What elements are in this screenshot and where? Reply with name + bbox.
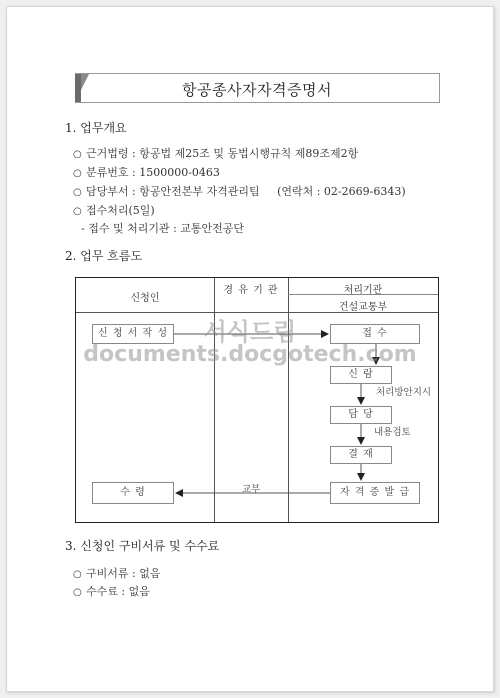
bullet-icon: ○ bbox=[73, 206, 82, 217]
bullet-icon: ○ bbox=[73, 587, 82, 598]
item-text: 분류번호 : 1500000-0463 bbox=[86, 166, 220, 179]
header-via: 경 유 기 관 bbox=[223, 285, 279, 296]
document-title: 항공종사자자격증명서 bbox=[182, 81, 332, 99]
watermark-url: documents.docgotech.com bbox=[83, 342, 417, 367]
title-bar bbox=[75, 73, 440, 103]
section-2-heading: 2. 업무 흐름도 bbox=[65, 249, 143, 263]
step-officer-box: 담 당 bbox=[330, 406, 392, 424]
item-text: 구비서류 : 없음 bbox=[86, 567, 161, 580]
item-text: 접수처리(5일) bbox=[86, 204, 155, 217]
section-1-heading: 1. 업무개요 bbox=[65, 121, 127, 135]
header-processor-sub: 건설교통부 bbox=[338, 302, 388, 313]
list-item bbox=[73, 583, 150, 599]
item-text: 담당부서 : 항공안전본부 자격관리팀 (연락처 : 02-2669-6343) bbox=[86, 185, 406, 198]
bullet-icon: ○ bbox=[73, 569, 82, 580]
list-item bbox=[73, 145, 358, 161]
list-item bbox=[73, 164, 220, 180]
document-page bbox=[6, 6, 494, 692]
step-issue-box: 자 격 증 발 급 bbox=[330, 482, 420, 504]
bullet-icon: ○ bbox=[73, 168, 82, 179]
list-item bbox=[73, 202, 155, 218]
step-review-box: 신 람 bbox=[330, 366, 392, 384]
item-text: 수수료 : 없음 bbox=[86, 585, 150, 598]
bullet-icon: ○ bbox=[73, 149, 82, 160]
flow-arrows bbox=[76, 278, 438, 522]
step-apply-box: 신 청 서 작 성 bbox=[92, 324, 174, 344]
sub-item: - 접수 및 처리기관 : 교통안전공단 bbox=[81, 222, 245, 235]
header-applicant: 신청인 bbox=[130, 293, 160, 304]
note-review: 처리방안지시 bbox=[376, 387, 432, 398]
list-item bbox=[73, 565, 160, 581]
list-item bbox=[73, 183, 406, 199]
label-deliver: 교부 bbox=[242, 484, 261, 495]
step-receive-box: 접 수 bbox=[330, 324, 420, 344]
note-officer: 내용검토 bbox=[374, 427, 411, 438]
bullet-icon: ○ bbox=[73, 187, 82, 198]
step-approve-box: 결 재 bbox=[330, 446, 392, 464]
flow-diagram bbox=[75, 277, 439, 523]
section-3-heading: 3. 신청인 구비서류 및 수수료 bbox=[65, 539, 220, 553]
header-processor: 처리기관 bbox=[343, 285, 383, 296]
step-receipt-box: 수 령 bbox=[92, 482, 174, 504]
item-text: 근거법령 : 항공법 제25조 및 동법시행규칙 제89조제2항 bbox=[86, 147, 359, 160]
watermark-title: 서식드림 bbox=[203, 318, 297, 346]
